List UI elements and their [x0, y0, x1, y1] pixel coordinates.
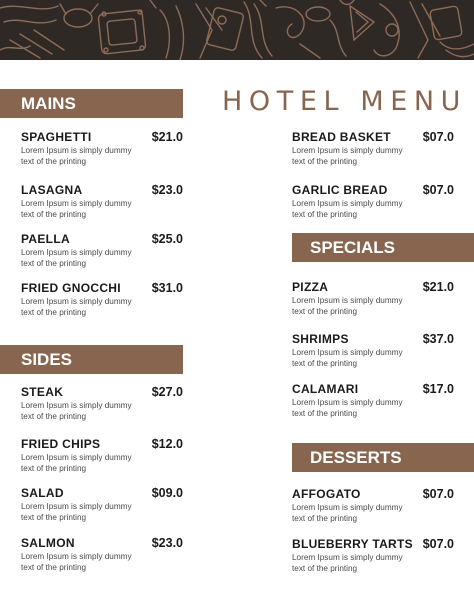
- sketched-food-pattern-icon: [0, 0, 474, 60]
- menu-item: [21, 486, 183, 523]
- item-price: $25.0: [151, 232, 183, 246]
- item-price: $23.0: [151, 183, 183, 197]
- menu-item: [21, 437, 183, 474]
- menu-item: [21, 232, 183, 269]
- section-heading-specials: SPECIALS: [292, 233, 474, 262]
- menu-item: [21, 385, 183, 422]
- menu-item: [21, 183, 183, 220]
- header-banner: [0, 0, 474, 60]
- item-name: SALMON: [21, 536, 75, 550]
- item-name: SALAD: [21, 486, 64, 500]
- item-description: Lorem Ipsum is simply dummy text of the printing: [292, 398, 403, 418]
- item-name: BREAD BASKET: [292, 130, 391, 144]
- item-price: $31.0: [151, 281, 183, 295]
- menu-item: [292, 487, 454, 524]
- item-description: Lorem Ipsum is simply dummy text of the printing: [292, 553, 403, 573]
- item-description: Lorem Ipsum is simply dummy text of the printing: [292, 146, 403, 166]
- item-description: Lorem Ipsum is simply dummy text of the printing: [21, 453, 132, 473]
- menu-item: [292, 130, 454, 167]
- menu-item: [292, 332, 454, 369]
- menu-item: [292, 183, 454, 220]
- item-name: SHRIMPS: [292, 332, 349, 346]
- section-heading-desserts: DESSERTS: [292, 443, 474, 472]
- section-heading-mains: MAINS: [0, 89, 183, 118]
- item-price: $37.0: [422, 332, 454, 346]
- item-name: LASAGNA: [21, 183, 83, 197]
- item-name: CALAMARI: [292, 382, 359, 396]
- menu-item: [21, 536, 183, 573]
- item-price: $21.0: [151, 130, 183, 144]
- item-price: $27.0: [151, 385, 183, 399]
- item-name: FRIED GNOCCHI: [21, 281, 121, 295]
- item-name: PAELLA: [21, 232, 70, 246]
- menu-item: [292, 382, 454, 419]
- item-description: Lorem Ipsum is simply dummy text of the printing: [21, 297, 132, 317]
- item-description: Lorem Ipsum is simply dummy text of the printing: [292, 503, 403, 523]
- menu-item: [292, 280, 454, 317]
- item-description: Lorem Ipsum is simply dummy text of the printing: [292, 296, 403, 316]
- item-price: $07.0: [422, 537, 454, 551]
- item-price: $07.0: [422, 130, 454, 144]
- item-price: $17.0: [422, 382, 454, 396]
- item-name: FRIED CHIPS: [21, 437, 101, 451]
- item-price: $07.0: [422, 487, 454, 501]
- item-price: $21.0: [422, 280, 454, 294]
- item-name: PIZZA: [292, 280, 329, 294]
- item-name: STEAK: [21, 385, 64, 399]
- item-name: SPAGHETTI: [21, 130, 92, 144]
- item-name: AFFOGATO: [292, 487, 361, 501]
- section-heading-sides: SIDES: [0, 345, 183, 374]
- item-name: GARLIC BREAD: [292, 183, 388, 197]
- item-price: $09.0: [151, 486, 183, 500]
- item-description: Lorem Ipsum is simply dummy text of the printing: [21, 552, 132, 572]
- item-description: Lorem Ipsum is simply dummy text of the printing: [21, 502, 132, 522]
- item-price: $12.0: [151, 437, 183, 451]
- item-description: Lorem Ipsum is simply dummy text of the printing: [21, 199, 132, 219]
- menu-item: [21, 281, 183, 318]
- menu-item: [21, 130, 183, 167]
- menu-title: HOTEL MENU: [222, 86, 468, 117]
- item-price: $23.0: [151, 536, 183, 550]
- item-description: Lorem Ipsum is simply dummy text of the printing: [21, 401, 132, 421]
- item-price: $07.0: [422, 183, 454, 197]
- menu-item: [292, 537, 454, 574]
- item-description: Lorem Ipsum is simply dummy text of the printing: [292, 199, 403, 219]
- item-name: BLUEBERRY TARTS: [292, 537, 413, 551]
- item-description: Lorem Ipsum is simply dummy text of the printing: [292, 348, 403, 368]
- item-description: Lorem Ipsum is simply dummy text of the printing: [21, 146, 132, 166]
- item-description: Lorem Ipsum is simply dummy text of the printing: [21, 248, 132, 268]
